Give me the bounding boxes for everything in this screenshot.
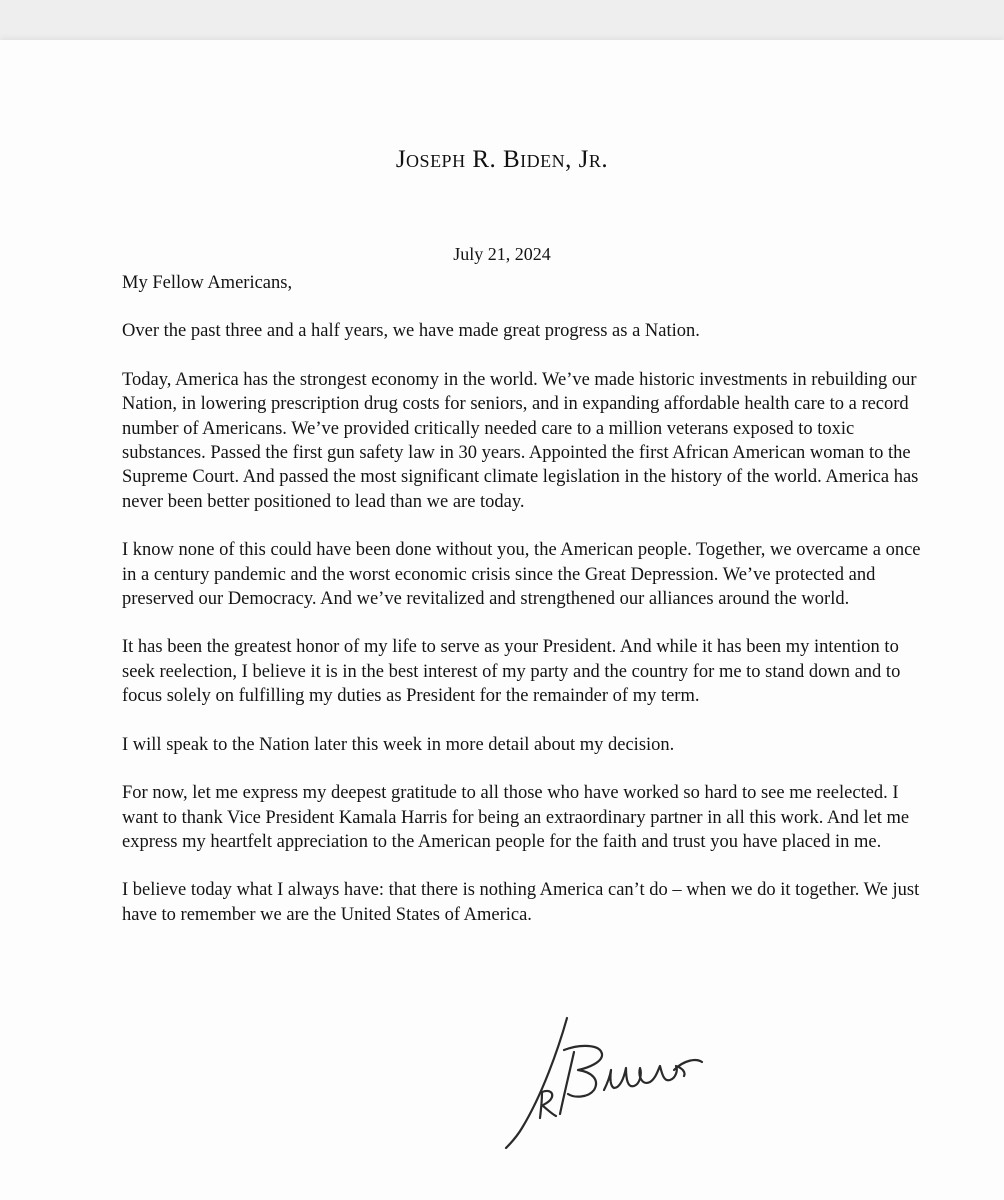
letterhead-name: Joseph R. Biden, Jr. [395,146,609,173]
paragraph-progress: Over the past three and a half years, we have made great progress as a Nation. [122,321,700,342]
paragraph-decision: It has been the greatest honor of my life to serve as your President. And while it has been my intention to seek reelection, I believe it is in the best interest of my party and the country for me to stand down and to focus solely on fulfilling my duties as President for the remainder of my term. [122,637,901,707]
paragraph-economy: Today, America has the strongest economy in the world. We’ve made historic investments in rebuilding our Nation, in lowering prescription drug costs for seniors, and in expanding affordable health care to a record number of Americans. We’ve provided critically needed care to a million veterans exposed to toxic substances. Passed the first gun safety law in 30 years. Appointed the first African American woman to the Supreme Court. And passed the most significant climate legislation in the history of the world. America has never been better positioned to lead than we are today. [122,369,919,512]
paragraph-american-people: I know none of this could have been done without you, the American people. Together, we overcame a once in a century pandemic and the worst economic crisis since the Great Depression. We’ve protected and preserved our Democracy. And we’ve revitalized and strengthened our alliances around the world. [122,540,921,610]
salutation: My Fellow Americans, [122,273,293,293]
letter-body [122,271,922,951]
handwritten-signature [470,1010,740,1160]
letter-date: July 21, 2024 [453,244,551,264]
paragraph-closing: I believe today what I always have: that there is nothing America can’t do – when we do it together. We just have to remember we are the United States of America. [122,880,920,925]
paragraph-speak-to-nation: I will speak to the Nation later this week in more detail about my decision. [122,734,675,755]
paragraph-gratitude: For now, let me express my deepest gratitude to all those who have worked so hard to see me reelected. I want to thank Vice President Kamala Harris for being an extraordinary partner in all this work. And let me express my heartfelt appreciation to the American people for the faith and trust you have placed in me. [122,783,910,852]
